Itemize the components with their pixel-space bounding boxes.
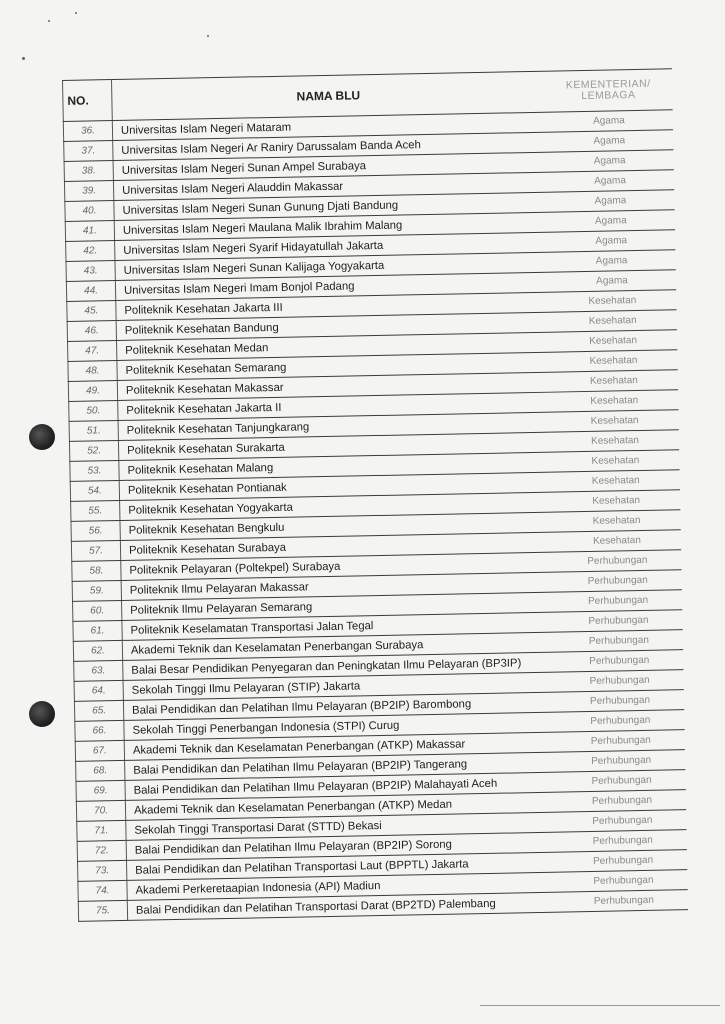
header-ministry-line1: KEMENTERIAN/ — [565, 77, 651, 92]
row-number: 73. — [78, 860, 127, 881]
row-ministry: Perhubungan — [554, 610, 682, 632]
row-number: 65. — [74, 700, 123, 721]
row-ministry: Kesehatan — [551, 430, 679, 452]
row-number: 54. — [70, 480, 119, 501]
row-number: 63. — [74, 660, 123, 681]
scan-speck — [22, 57, 25, 60]
row-name: Universitas Islam Negeri Imam Bonjol Padang — [115, 272, 548, 300]
row-name: Universitas Islam Negeri Alauddin Makassar — [113, 172, 546, 200]
row-name: Politeknik Kesehatan Tanjungkarang — [118, 412, 551, 440]
punch-hole-bottom — [29, 701, 55, 727]
row-name: Universitas Islam Negeri Syarif Hidayatullah Jakarta — [115, 232, 548, 260]
row-name: Sekolah Tinggi Transportasi Darat (STTD) Bekasi — [126, 812, 559, 840]
footer-rule — [480, 1005, 720, 1006]
row-number: 49. — [68, 380, 117, 401]
row-name: Universitas Islam Negeri Maulana Malik Ibrahim Malang — [114, 212, 547, 240]
row-name: Politeknik Kesehatan Semarang — [117, 352, 550, 380]
row-name: Politeknik Kesehatan Pontianak — [119, 472, 552, 500]
row-ministry: Kesehatan — [552, 490, 680, 512]
row-name: Politeknik Kesehatan Yogyakarta — [120, 492, 553, 520]
row-name: Universitas Islam Negeri Sunan Kalijaga Yogyakarta — [115, 252, 548, 280]
row-number: 68. — [76, 760, 125, 781]
row-name: Balai Pendidikan dan Pelatihan Ilmu Pelayaran (BP2IP) Sorong — [126, 832, 559, 860]
row-number: 41. — [65, 221, 114, 242]
row-ministry: Kesehatan — [549, 350, 677, 372]
row-ministry: Kesehatan — [552, 470, 680, 492]
header-name: NAMA BLU — [112, 71, 545, 120]
row-number: 53. — [70, 460, 119, 481]
row-number: 48. — [68, 360, 117, 381]
row-number: 66. — [75, 720, 124, 741]
row-ministry: Perhubungan — [559, 870, 687, 892]
row-number: 56. — [71, 520, 120, 541]
row-number: 40. — [65, 201, 114, 222]
row-number: 37. — [64, 141, 113, 162]
row-name: Universitas Islam Negeri Mataram — [112, 112, 545, 140]
row-number: 67. — [75, 740, 124, 761]
row-name: Politeknik Kesehatan Makassar — [117, 372, 550, 400]
row-ministry: Agama — [548, 270, 676, 292]
row-ministry: Agama — [547, 250, 675, 272]
row-ministry: Agama — [546, 170, 674, 192]
row-name: Balai Besar Pendidikan Penyegaran dan Peningkatan Ilmu Pelayaran (BP3IP) — [123, 652, 556, 680]
scan-speck — [75, 12, 77, 14]
row-name: Akademi Teknik dan Keselamatan Penerbangan (ATKP) Makassar — [124, 732, 557, 760]
row-ministry: Perhubungan — [553, 550, 681, 572]
row-name: Universitas Islam Negeri Sunan Ampel Surabaya — [113, 152, 546, 180]
row-ministry: Kesehatan — [550, 370, 678, 392]
scan-speck — [48, 20, 50, 22]
row-ministry: Perhubungan — [559, 830, 687, 852]
row-ministry: Perhubungan — [556, 690, 684, 712]
row-name: Politeknik Kesehatan Jakarta III — [116, 292, 549, 320]
row-ministry: Kesehatan — [551, 450, 679, 472]
row-number: 55. — [71, 500, 120, 521]
row-ministry: Kesehatan — [549, 330, 677, 352]
row-number: 72. — [77, 840, 126, 861]
punch-hole-top — [29, 424, 55, 450]
row-number: 39. — [64, 181, 113, 202]
row-name: Balai Pendidikan dan Pelatihan Ilmu Pelayaran (BP2IP) Barombong — [123, 692, 556, 720]
row-number: 58. — [72, 560, 121, 581]
row-name: Politeknik Keselamatan Transportasi Jalan Tegal — [122, 612, 555, 640]
row-number: 46. — [67, 321, 116, 342]
row-number: 47. — [68, 341, 117, 362]
row-ministry: Perhubungan — [554, 590, 682, 612]
row-name: Politeknik Ilmu Pelayaran Semarang — [122, 592, 555, 620]
row-number: 42. — [66, 241, 115, 262]
row-ministry: Kesehatan — [550, 410, 678, 432]
row-name: Universitas Islam Negeri Sunan Gunung Djati Bandung — [114, 192, 547, 220]
row-number: 36. — [63, 121, 112, 142]
row-number: 62. — [73, 640, 122, 661]
table-body — [63, 110, 688, 922]
row-ministry: Agama — [545, 110, 673, 132]
row-ministry: Agama — [545, 130, 673, 152]
row-number: 75. — [78, 900, 127, 921]
row-name: Politeknik Kesehatan Surakarta — [118, 432, 551, 460]
row-name: Balai Pendidikan dan Pelatihan Transportasi Laut (BPPTL) Jakarta — [126, 852, 559, 880]
row-ministry: Perhubungan — [556, 710, 684, 732]
row-ministry: Perhubungan — [557, 730, 685, 752]
row-ministry: Perhubungan — [557, 750, 685, 772]
row-name: Politeknik Kesehatan Malang — [119, 452, 552, 480]
row-ministry: Perhubungan — [555, 630, 683, 652]
row-number: 70. — [76, 800, 125, 821]
row-ministry: Perhubungan — [554, 570, 682, 592]
row-name: Politeknik Kesehatan Bandung — [116, 312, 549, 340]
row-name: Politeknik Pelayaran (Poltekpel) Surabaya — [121, 552, 554, 580]
row-ministry: Perhubungan — [557, 770, 685, 792]
row-ministry: Kesehatan — [548, 290, 676, 312]
row-number: 44. — [66, 281, 115, 302]
row-name: Politeknik Kesehatan Bengkulu — [120, 512, 553, 540]
row-number: 57. — [71, 540, 120, 561]
row-number: 45. — [67, 301, 116, 322]
row-number: 38. — [64, 161, 113, 182]
document-sheet — [62, 68, 688, 922]
row-ministry: Kesehatan — [552, 510, 680, 532]
row-ministry: Agama — [547, 230, 675, 252]
row-ministry: Perhubungan — [559, 850, 687, 872]
row-ministry: Kesehatan — [549, 310, 677, 332]
row-name: Politeknik Kesehatan Jakarta II — [118, 392, 551, 420]
row-number: 71. — [77, 820, 126, 841]
row-name: Balai Pendidikan dan Pelatihan Ilmu Pelayaran (BP2IP) Tangerang — [125, 752, 558, 780]
row-number: 50. — [69, 400, 118, 421]
row-ministry: Perhubungan — [555, 650, 683, 672]
row-name: Balai Pendidikan dan Pelatihan Transportasi Darat (BP2TD) Palembang — [127, 892, 560, 920]
row-number: 52. — [69, 440, 118, 461]
header-ministry — [544, 69, 673, 112]
scan-speck — [207, 35, 209, 37]
row-name: Universitas Islam Negeri Ar Raniry Darussalam Banda Aceh — [113, 132, 546, 160]
row-name: Sekolah Tinggi Penerbangan Indonesia (STPI) Curug — [124, 712, 557, 740]
row-ministry: Kesehatan — [550, 390, 678, 412]
blu-table — [62, 68, 688, 922]
row-ministry: Agama — [547, 210, 675, 232]
row-ministry: Perhubungan — [560, 890, 688, 912]
row-name: Balai Pendidikan dan Pelatihan Ilmu Pelayaran (BP2IP) Malahayati Aceh — [125, 772, 558, 800]
row-number: 51. — [69, 420, 118, 441]
row-name: Politeknik Kesehatan Surabaya — [120, 532, 553, 560]
row-ministry: Perhubungan — [558, 790, 686, 812]
row-number: 59. — [72, 580, 121, 601]
row-name: Akademi Teknik dan Keselamatan Penerbangan (ATKP) Medan — [125, 792, 558, 820]
row-number: 61. — [73, 620, 122, 641]
row-name: Akademi Teknik dan Keselamatan Penerbangan Surabaya — [122, 632, 555, 660]
row-name: Politeknik Kesehatan Medan — [117, 332, 550, 360]
row-number: 60. — [73, 600, 122, 621]
row-ministry: Perhubungan — [558, 810, 686, 832]
row-name: Politeknik Ilmu Pelayaran Makassar — [121, 572, 554, 600]
row-ministry: Kesehatan — [553, 530, 681, 552]
row-ministry: Agama — [545, 150, 673, 172]
row-ministry: Agama — [546, 190, 674, 212]
row-number: 69. — [76, 780, 125, 801]
header-no: NO. — [63, 80, 113, 122]
row-ministry: Perhubungan — [555, 670, 683, 692]
row-name: Sekolah Tinggi Ilmu Pelayaran (STIP) Jakarta — [123, 672, 556, 700]
row-number: 43. — [66, 261, 115, 282]
row-name: Akademi Perkeretaapian Indonesia (API) Madiun — [127, 872, 560, 900]
row-number: 64. — [74, 680, 123, 701]
header-ministry-line2: LEMBAGA — [581, 88, 636, 103]
row-number: 74. — [78, 880, 127, 901]
